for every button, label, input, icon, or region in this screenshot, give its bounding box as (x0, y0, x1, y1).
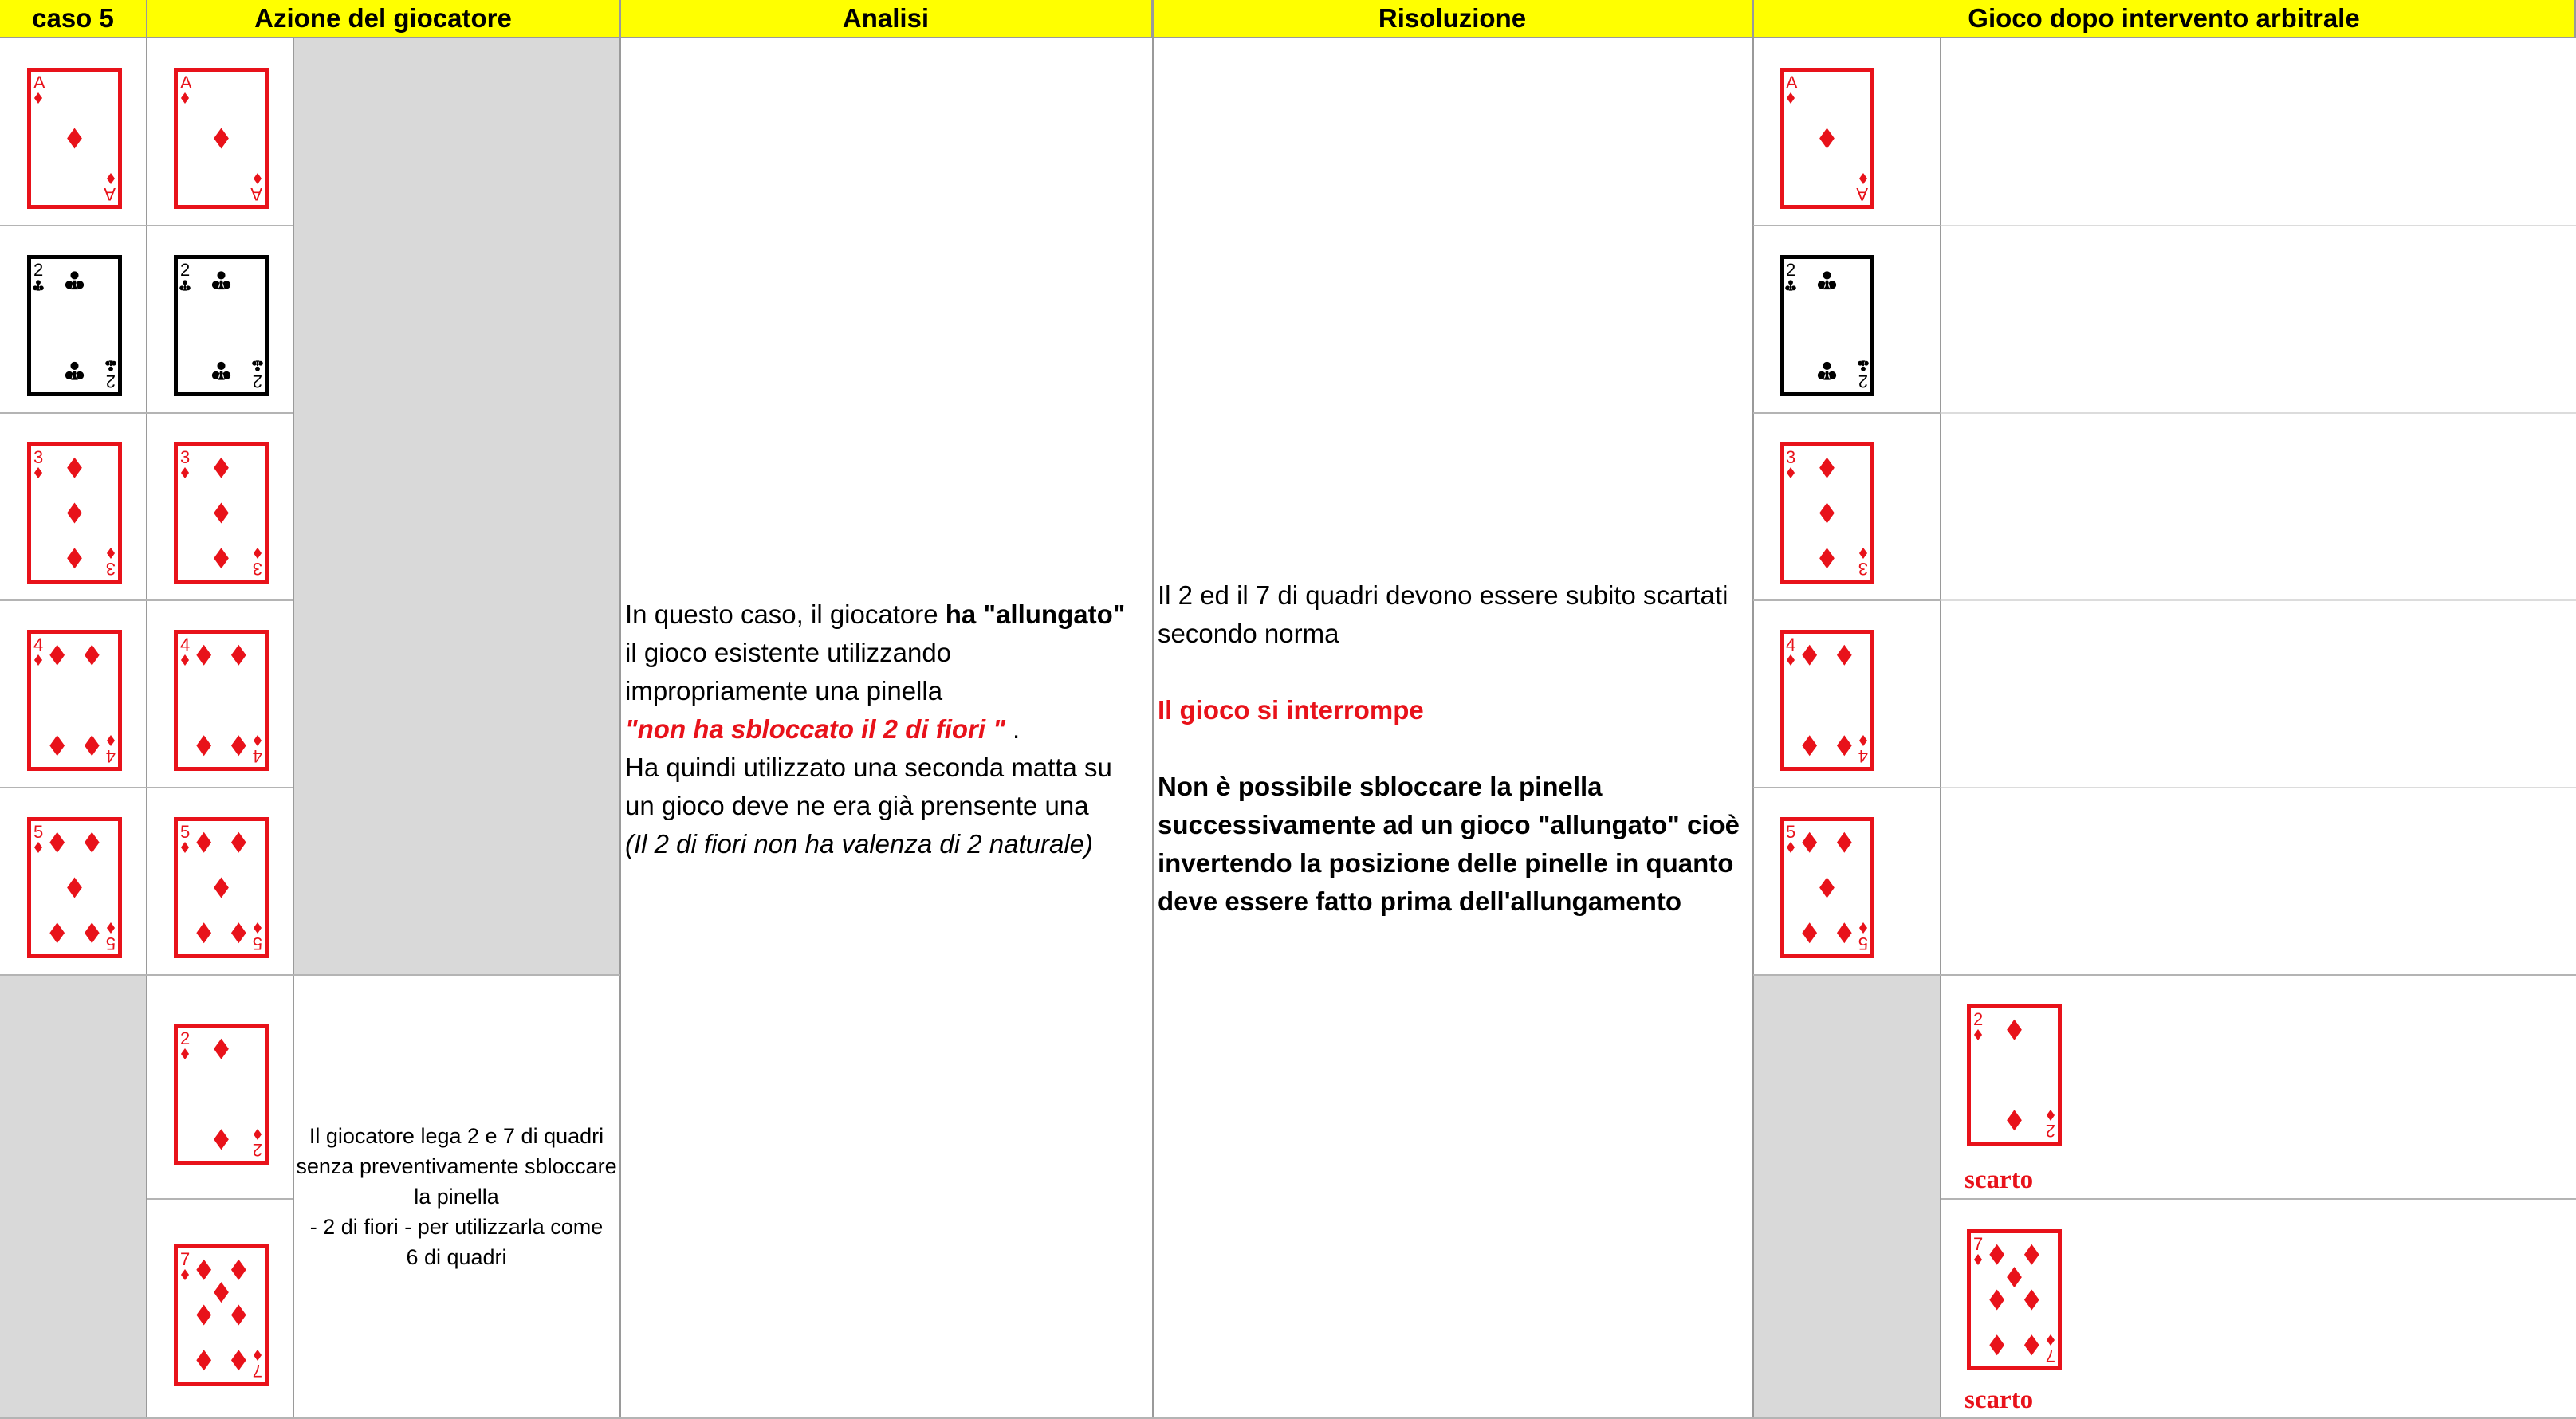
card-suit-index-icon (1787, 467, 1795, 478)
analisi-line (625, 710, 1151, 749)
diamond-icon (49, 832, 65, 853)
diamond-icon (1837, 735, 1852, 756)
card-face (178, 1028, 265, 1161)
diamond-icon (214, 548, 229, 568)
card-corner-rotated (253, 548, 262, 579)
header-gioco-dopo: Gioco dopo intervento arbitrale (1753, 0, 2576, 38)
diamond-icon (196, 832, 211, 853)
diamond-icon (1837, 645, 1852, 666)
grid-line (146, 0, 147, 1419)
diamond-icon (49, 922, 65, 943)
note-line: senza preventivamente sbloccare (296, 1154, 617, 1178)
diamond-icon (1802, 645, 1817, 666)
card-face (31, 634, 118, 767)
card-corner-rotated (2046, 1110, 2055, 1141)
diamond-icon (196, 1260, 211, 1280)
grid-line (1752, 0, 1754, 1419)
diamond-icon (85, 645, 100, 666)
card-suit-index-icon (1859, 735, 1867, 746)
card-five-of-diamonds (1780, 817, 1874, 958)
grid-line (147, 1198, 293, 1200)
card-suit-index-icon (254, 173, 262, 184)
card-suit-index-icon (252, 360, 263, 371)
diamond-icon (2024, 1244, 2039, 1265)
grid-line (619, 0, 621, 1419)
empty-gray-block (293, 38, 620, 974)
card-corner-rotated (106, 735, 116, 766)
diamond-icon (196, 922, 211, 943)
card-rank-index: A (250, 184, 262, 204)
card-face (1784, 446, 1870, 580)
card-suit-index-icon (181, 467, 189, 478)
grid-line (1940, 38, 1941, 1419)
card-face (1971, 1233, 2058, 1366)
analisi-bold: ha "allungato" (945, 599, 1126, 629)
header-analisi: Analisi (620, 0, 1153, 38)
card-rank-index: 2 (1973, 1009, 1984, 1029)
card-face (178, 259, 265, 392)
grid-line (1753, 599, 1941, 601)
card-rank-index: 3 (180, 447, 191, 467)
analisi-line (625, 596, 1151, 634)
card-rank-index: 2 (2045, 1121, 2055, 1141)
card-rank-index: 3 (1858, 559, 1868, 579)
card-corner-rotated (2046, 1334, 2055, 1366)
diamond-icon (231, 832, 246, 853)
card-rank-index: 7 (1973, 1234, 1984, 1254)
card-suit-index-icon (1787, 92, 1795, 104)
card-rank-index: 2 (1858, 371, 1868, 391)
card-corner-rotated (252, 360, 263, 391)
card-face (31, 446, 118, 580)
card-corner-rotated (253, 922, 262, 953)
card-rank-index: 3 (33, 447, 44, 467)
card-ace-of-diamonds (174, 68, 269, 209)
risoluzione-line: successivamente ad un gioco "allungato" cioè (1158, 810, 1740, 839)
card-suit-index-icon (1785, 280, 1796, 290)
club-icon (212, 362, 230, 380)
card-three-of-diamonds (27, 442, 122, 584)
club-icon (1818, 362, 1836, 380)
card-suit-index-icon (1859, 173, 1867, 184)
card-rank-index: 2 (180, 260, 191, 280)
diamond-icon (1989, 1244, 2004, 1265)
diamond-icon (231, 1305, 246, 1326)
diamond-icon (49, 645, 65, 666)
analisi-line: (Il 2 di fiori non ha valenza di 2 naturale) (625, 829, 1094, 859)
analisi-line: il gioco esistente utilizzando (625, 638, 952, 667)
card-rank-index: 2 (105, 371, 116, 391)
card-five-of-diamonds (27, 817, 122, 958)
card-rank-index: 4 (1786, 635, 1796, 654)
diamond-icon (214, 128, 229, 149)
grid-line (1941, 225, 2576, 226)
grid-line (293, 38, 294, 1419)
card-rank-index: 3 (1786, 447, 1796, 467)
empty-gray-block (0, 976, 147, 1419)
diamond-icon (196, 645, 211, 666)
club-icon (1818, 271, 1836, 289)
note-line: Il giocatore lega 2 e 7 di quadri (309, 1124, 604, 1148)
card-face (178, 72, 265, 205)
card-four-of-diamonds (174, 630, 269, 771)
card-corner-rotated (250, 173, 262, 204)
diamond-icon (85, 735, 100, 756)
risoluzione-line: secondo norma (1158, 619, 1339, 648)
diamond-icon (2007, 1110, 2022, 1130)
card-face (31, 259, 118, 392)
diamond-icon (214, 1282, 229, 1303)
card-rank-index: 3 (252, 559, 262, 579)
diamond-icon (231, 735, 246, 756)
card-suit-index-icon (254, 735, 262, 746)
diamond-icon (231, 922, 246, 943)
analisi-text-span: . (1013, 714, 1021, 744)
card-rank-index: 3 (105, 559, 116, 579)
grid-line (1941, 412, 2576, 414)
card-face (31, 72, 118, 205)
card-corner-rotated (253, 735, 262, 766)
diamond-icon (231, 645, 246, 666)
card-ace-of-diamonds (1780, 68, 1874, 209)
diamond-icon (1819, 878, 1835, 898)
analisi-text (625, 596, 1151, 863)
card-suit-index-icon (254, 1350, 262, 1361)
grid-line (0, 225, 293, 226)
analisi-text-span: In questo caso, il giocatore (625, 599, 946, 629)
analisi-red-quote: "non ha sbloccato il 2 di fiori " (625, 714, 1013, 744)
diamond-icon (2007, 1267, 2022, 1287)
card-four-of-diamonds (27, 630, 122, 771)
diamond-icon (67, 548, 82, 568)
diamond-icon (2024, 1334, 2039, 1355)
diamond-icon (1819, 548, 1835, 568)
azione-note (295, 1121, 618, 1272)
grid-line (0, 599, 293, 601)
grid-line (0, 412, 293, 414)
diamond-icon (67, 503, 82, 524)
card-face (1971, 1008, 2058, 1142)
card-corner-rotated (105, 360, 116, 391)
header-azione: Azione del giocatore (147, 0, 620, 38)
card-suit-index-icon (107, 922, 115, 934)
card-suit-index-icon (34, 654, 42, 666)
card-rank-index: 2 (1786, 260, 1796, 280)
card-suit-index-icon (34, 92, 42, 104)
diamond-icon (214, 878, 229, 898)
card-suit-index-icon (34, 842, 42, 853)
card-rank-index: 5 (252, 934, 262, 953)
diamond-icon (231, 1260, 246, 1280)
diamond-icon (1819, 503, 1835, 524)
card-seven-of-diamonds (1967, 1229, 2062, 1370)
card-face (1784, 634, 1870, 767)
club-icon (65, 271, 84, 289)
card-rank-index: 7 (180, 1249, 191, 1269)
card-seven-of-diamonds (174, 1244, 269, 1386)
analisi-line: Ha quindi utilizzato una seconda matta su (625, 753, 1112, 782)
card-rank-index: 4 (180, 635, 191, 654)
empty-gray-block (1753, 976, 1941, 1419)
risoluzione-line: invertendo la posizione delle pinelle in quanto (1158, 848, 1734, 878)
card-suit-index-icon (1974, 1254, 1982, 1265)
card-corner-rotated (1858, 735, 1868, 766)
card-suit-index-icon (181, 654, 189, 666)
analisi-line: impropriamente una pinella (625, 676, 943, 706)
card-suit-index-icon (179, 280, 191, 290)
card-rank-index: 4 (1858, 746, 1868, 766)
card-rank-index: A (1856, 184, 1868, 204)
card-rank-index: 5 (33, 822, 44, 842)
card-five-of-diamonds (174, 817, 269, 958)
card-suit-index-icon (34, 467, 42, 478)
card-rank-index: 4 (105, 746, 116, 766)
diamond-icon (85, 922, 100, 943)
card-face (178, 821, 265, 954)
card-rank-index: A (104, 184, 116, 204)
card-suit-index-icon (1974, 1029, 1982, 1040)
header-risoluzione: Risoluzione (1153, 0, 1753, 38)
scarto-label: scarto (1964, 1165, 2034, 1194)
header-caso: caso 5 (0, 0, 147, 38)
card-corner-rotated (1858, 548, 1868, 579)
card-rank-index: 2 (33, 260, 44, 280)
note-line: la pinella (414, 1185, 499, 1209)
card-suit-index-icon (254, 1129, 262, 1140)
card-face (1784, 259, 1870, 392)
card-corner-rotated (106, 548, 116, 579)
card-face (1784, 821, 1870, 954)
card-rank-index: 7 (252, 1361, 262, 1381)
card-face (178, 446, 265, 580)
card-suit-index-icon (1858, 360, 1869, 371)
card-suit-index-icon (1787, 654, 1795, 666)
card-suit-index-icon (2047, 1110, 2055, 1121)
club-icon (212, 271, 230, 289)
card-three-of-diamonds (1780, 442, 1874, 584)
grid-line (1152, 0, 1154, 1419)
grid-line (1753, 787, 1941, 788)
diamond-icon (1837, 832, 1852, 853)
card-suit-index-icon (33, 280, 44, 290)
card-suit-index-icon (254, 548, 262, 559)
risoluzione-line: deve essere fatto prima dell'allungamento (1158, 886, 1682, 916)
card-rank-index: 2 (252, 371, 262, 391)
diamond-icon (1819, 128, 1835, 149)
card-three-of-diamonds (174, 442, 269, 584)
card-rank-index: 5 (1786, 822, 1796, 842)
diamond-icon (2007, 1020, 2022, 1040)
card-suit-index-icon (1787, 842, 1795, 853)
card-corner-rotated (1858, 922, 1868, 953)
diamond-icon (85, 832, 100, 853)
diamond-icon (1802, 922, 1817, 943)
card-rank-index: 7 (2045, 1346, 2055, 1366)
diamond-icon (214, 1129, 229, 1150)
card-corner-rotated (253, 1129, 262, 1160)
grid-line (0, 787, 293, 788)
card-two-of-clubs (27, 255, 122, 396)
card-two-of-clubs (1780, 255, 1874, 396)
club-icon (65, 362, 84, 380)
card-suit-index-icon (107, 173, 115, 184)
risoluzione-line: Il 2 ed il 7 di quadri devono essere subito scartati (1158, 580, 1728, 610)
grid-line (1753, 412, 1941, 414)
card-corner-rotated (253, 1350, 262, 1381)
diamond-icon (67, 878, 82, 898)
diamond-icon (196, 1350, 211, 1370)
card-suit-index-icon (181, 1269, 189, 1280)
card-rank-index: 4 (252, 746, 262, 766)
card-rank-index: 4 (33, 635, 44, 654)
analisi-line: un gioco deve ne era già prensente una (625, 791, 1089, 820)
diamond-icon (1989, 1290, 2004, 1311)
diamond-icon (1989, 1334, 2004, 1355)
scarto-label: scarto (1964, 1386, 2034, 1414)
card-suit-index-icon (105, 360, 116, 371)
card-two-of-clubs (174, 255, 269, 396)
diamond-icon (214, 458, 229, 478)
card-corner-rotated (1858, 360, 1869, 391)
diamond-icon (1802, 832, 1817, 853)
card-four-of-diamonds (1780, 630, 1874, 771)
diamond-icon (196, 735, 211, 756)
card-face (178, 1248, 265, 1382)
risoluzione-spacer (1158, 653, 1752, 691)
card-rank-index: 5 (1858, 934, 1868, 953)
card-face (178, 634, 265, 767)
card-suit-index-icon (1859, 922, 1867, 934)
card-rank-index: 2 (252, 1140, 262, 1160)
diamond-icon (1819, 458, 1835, 478)
note-line: - 2 di fiori - per utilizzarla come (309, 1215, 604, 1239)
card-face (1784, 72, 1870, 205)
grid-line (1941, 1198, 2576, 1200)
grid-line (1753, 974, 2576, 976)
card-corner-rotated (1856, 173, 1868, 204)
card-suit-index-icon (2047, 1334, 2055, 1346)
card-suit-index-icon (1859, 548, 1867, 559)
card-suit-index-icon (254, 922, 262, 934)
card-suit-index-icon (181, 1048, 189, 1059)
card-rank-index: 5 (105, 934, 116, 953)
card-two-of-diamonds (174, 1024, 269, 1165)
grid-line (1941, 599, 2576, 601)
grid-line (1941, 787, 2576, 788)
card-suit-index-icon (181, 92, 189, 104)
diamond-icon (2024, 1290, 2039, 1311)
card-rank-index: A (1786, 73, 1798, 92)
note-line: 6 di quadri (406, 1245, 507, 1269)
grid-line (0, 974, 620, 976)
diamond-icon (1837, 922, 1852, 943)
card-face (31, 821, 118, 954)
diamond-icon (67, 128, 82, 149)
diamond-icon (214, 1039, 229, 1059)
risoluzione-spacer (1158, 729, 1752, 768)
grid-line (1753, 225, 1941, 226)
diamond-icon (196, 1305, 211, 1326)
diamond-icon (49, 735, 65, 756)
risoluzione-line: Non è possibile sbloccare la pinella (1158, 772, 1603, 801)
card-suit-index-icon (107, 548, 115, 559)
card-suit-index-icon (181, 842, 189, 853)
diamond-icon (1802, 735, 1817, 756)
card-suit-index-icon (107, 735, 115, 746)
card-rank-index: 5 (180, 822, 191, 842)
diamond-icon (67, 458, 82, 478)
diamond-icon (214, 503, 229, 524)
card-corner-rotated (104, 173, 116, 204)
risoluzione-text (1158, 576, 1752, 921)
risoluzione-red-line: Il gioco si interrompe (1158, 695, 1424, 725)
card-rank-index: A (180, 73, 192, 92)
card-ace-of-diamonds (27, 68, 122, 209)
card-rank-index: 2 (180, 1028, 191, 1048)
card-rank-index: A (33, 73, 45, 92)
card-two-of-diamonds (1967, 1004, 2062, 1146)
diamond-icon (231, 1350, 246, 1370)
card-corner-rotated (106, 922, 116, 953)
